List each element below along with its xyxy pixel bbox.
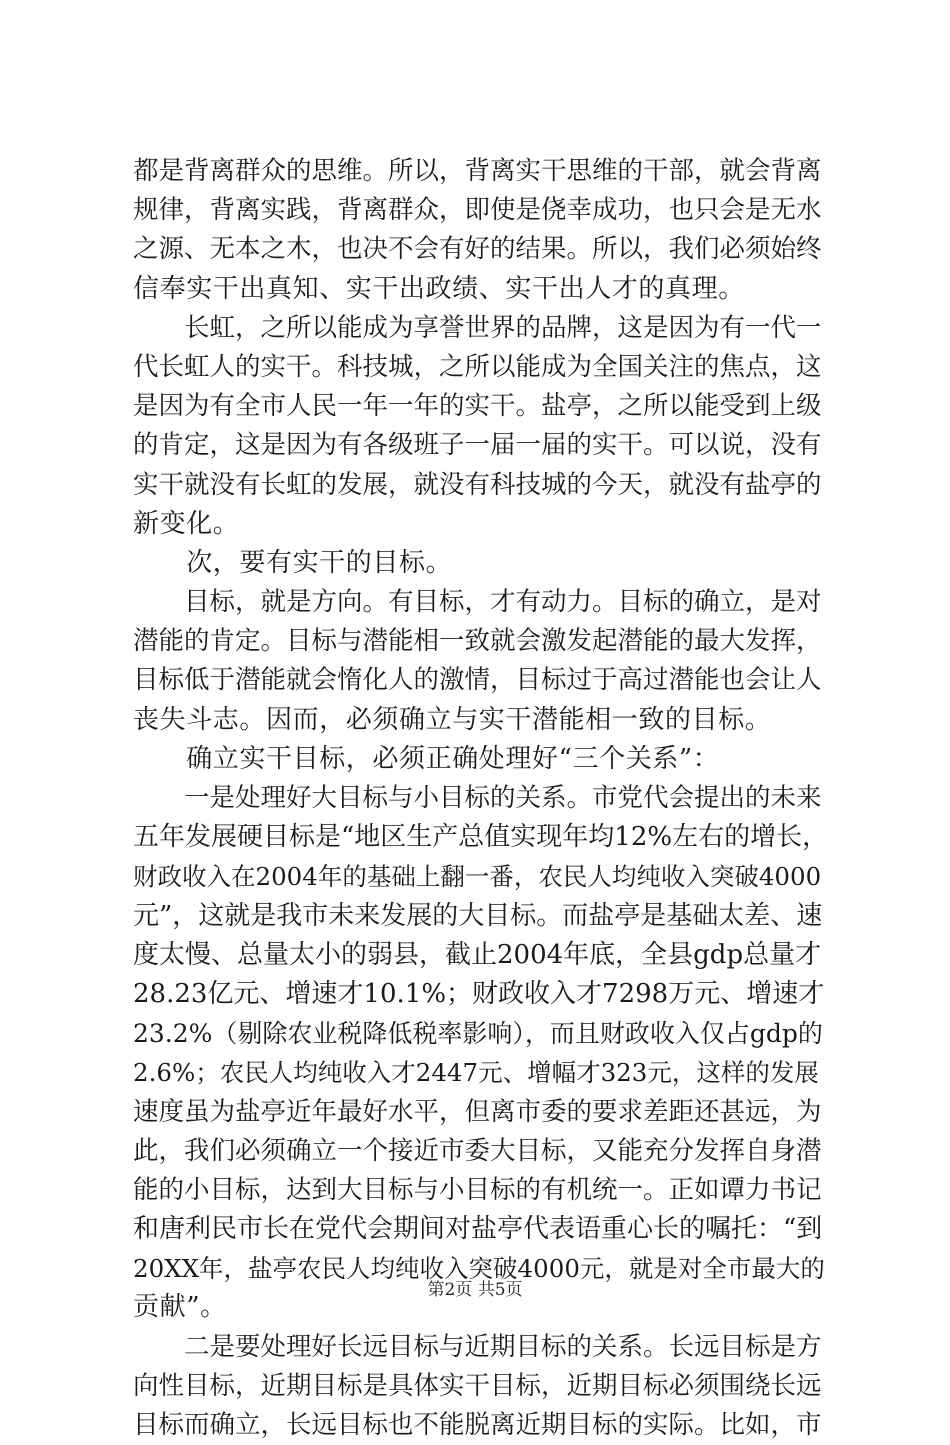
text-line: 向性目标，近期目标是具体实干目标，近期目标必须围绕长远	[133, 1370, 822, 1401]
text-line: 是因为有全市人民一年一年的实干。盐亭，之所以能受到上级	[133, 391, 822, 422]
text-line: 目标低于潜能就会惰化人的激情，目标过于高过潜能也会让人	[133, 665, 822, 696]
text-line: 信奉实干出真知、实干出政绩、实干出人才的真理。	[133, 273, 745, 304]
text-line: 和唐利民市长在党代会期间对盐亭代表语重心长的嘱托：“到	[133, 1214, 823, 1245]
text-line: 一是处理好大目标与小目标的关系。市党代会提出的未来	[133, 783, 822, 813]
text-line: 速度虽为盐亭近年最好水平，但离市委的要求差距还甚远，为	[133, 1096, 822, 1127]
text-line: 丧失斗志。因而，必须确立与实干潜能相一致的目标。	[133, 704, 772, 735]
text-line: 2.6%；农民人均纯收入才2447元、增幅才323元，这样的发展	[133, 1058, 819, 1088]
text-line: 之源、无本之木，也决不会有好的结果。所以，我们必须始终	[133, 234, 822, 265]
text-line: 目标，就是方向。有目标，才有动力。目标的确立，是对	[133, 587, 822, 618]
text-line: 确立实干目标，必须正确处理好“三个关系”：	[133, 743, 720, 774]
text-line: 五年发展硬目标是“地区生产总值实现年均12%左右的增长，	[133, 822, 829, 853]
page-number-footer: 第2页 共5页	[427, 1280, 523, 1300]
text-line: 能的小目标，达到大目标与小目标的有机统一。正如谭力书记	[133, 1174, 822, 1205]
text-line: 此，我们必须确立一个接近市委大目标，又能充分发挥自身潜	[133, 1135, 822, 1166]
text-line: 规律，背离实践，背离群众，即使是侥幸成功，也只会是无水	[133, 195, 822, 226]
text-line: 23.2%（剔除农业税降低税率影响），而且财政收入仅占gdp的	[133, 1019, 823, 1049]
text-line: 目标而确立，长远目标也不能脱离近期目标的实际。比如，市	[133, 1410, 822, 1440]
text-line: 代长虹人的实干。科技城，之所以能成为全国关注的焦点，这	[133, 351, 822, 382]
text-line: 实干就没有长虹的发展，就没有科技城的今天，就没有盐亭的	[133, 469, 822, 500]
text-line: 二是要处理好长远目标与近期目标的关系。长远目标是方	[133, 1331, 822, 1362]
text-line: 潜能的肯定。目标与潜能相一致就会激发起潜能的最大发挥，	[133, 626, 822, 657]
text-line: 元”，这就是我市未来发展的大目标。而盐亭是基础太差、速	[133, 900, 823, 931]
text-line: 都是背离群众的思维。所以，背离实干思维的干部，就会背离	[133, 156, 822, 186]
text-line: 28.23亿元、增速才10.1%；财政收入才7298万元、增速才	[133, 978, 825, 1009]
text-line: 次，要有实干的目标。	[133, 547, 453, 578]
text-line: 20XX年，盐亭农民人均纯收入突破4000元，就是对全市最大的	[133, 1254, 825, 1284]
text-line: 的肯定，这是因为有各级班子一届一届的实干。可以说，没有	[133, 430, 822, 461]
text-line: 新变化。	[133, 508, 240, 539]
text-line: 度太慢、总量太小的弱县，截止2004年底，全县gdp总量才	[133, 939, 822, 970]
body-text	[133, 152, 829, 1445]
text-line: 财政收入在2004年的基础上翻一番，农民人均纯收入突破4000	[133, 862, 822, 892]
text-line: 贡献”。	[133, 1292, 227, 1323]
text-line: 长虹，之所以能成为享誉世界的品牌，这是因为有一代一	[133, 312, 822, 343]
